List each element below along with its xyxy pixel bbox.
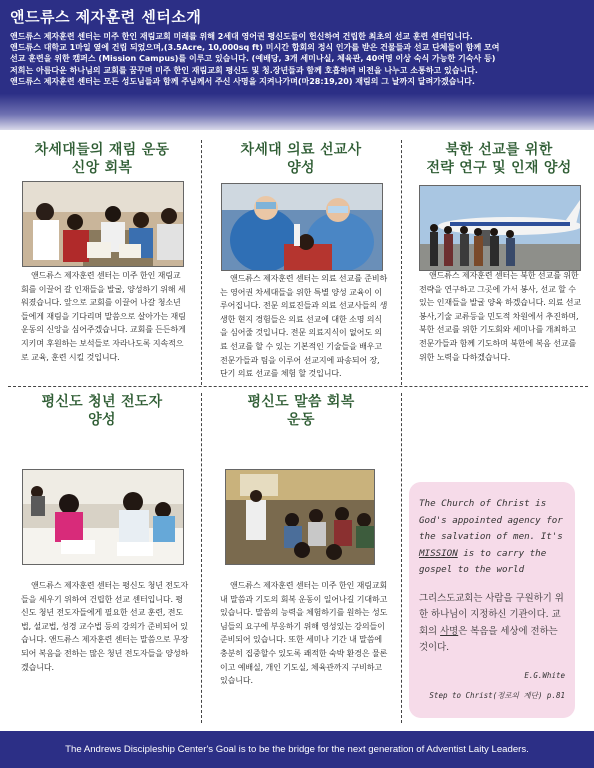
- header-banner: [0, 0, 594, 130]
- panel-next-gen-revival: [8, 141, 196, 381]
- panel-title-line: 평신도 청년 전도자: [41, 394, 163, 410]
- quote-korean-emphasis: 사명: [440, 625, 459, 637]
- quote-source: Step to Christ(정로의 계단) p.81: [429, 690, 565, 700]
- quote-english-emphasis: MISSION: [419, 547, 458, 559]
- intro-line: 앤드류스 대학교 1마일 옆에 건립 되었으며,(3.5Acre, 10,000sq ft) 미시간 합회의 정식 인가를 받은 건물들과 선교 단체들이 함께 모여: [10, 43, 500, 53]
- footer-goal-text: The Andrews Discipleship Center's Goal is to be the bridge for the next generation of Adventist Laity Leaders.: [65, 744, 529, 755]
- seminar-room-photo: [225, 469, 375, 565]
- quote-english-text: The Church of Christ is God's appointed agency for the salvation of men. It's: [419, 498, 563, 542]
- quote-author: E.G.White: [524, 670, 565, 680]
- panel-body: 앤드류스 제자훈련 센터는 평신도 청년 전도자들을 세우기 위하여 건립한 선교 센터입니다. 평신도 청년 전도자들에게 필요한 선교 훈련, 전도법, 설교법, 성경 교수법 등의 강의가 준비되어 있습니다. 앤드류스 제자훈련 센터는 말씀으로 무장되어 복음을 전하는 많은 청년 전도자들을 양성하겠습니다.: [21, 581, 189, 672]
- panel-title-line: 전략 연구 및 인재 양성: [426, 160, 572, 176]
- panel-lay-evangelist: [8, 393, 196, 725]
- panel-medical-missionary: [207, 141, 395, 381]
- youth-study-photo: [22, 181, 184, 267]
- panel-title-line: 평신도 말씀 회복: [247, 394, 355, 410]
- panel-title-line: 차세대 의료 선교사: [240, 142, 362, 158]
- panel-title: [207, 393, 395, 429]
- panel-title-line: 차세대들의 재림 운동: [34, 142, 170, 158]
- panel-title-line: 양성: [88, 412, 116, 428]
- intro-line: 저희는 아름다운 하나님의 교회를 꿈꾸며 미주 한인 재림교회 평신도 및 청.장년들과 함께 호흡하며 비전을 나누고 소통하고 있습니다.: [10, 65, 478, 75]
- panel-title: [8, 393, 196, 429]
- quote-korean-text: 은 복음을 세상에 전하는 것이다.: [419, 625, 558, 653]
- intro-line: 앤드류스 제자훈련 센터는 미주 한인 재림교회 미래를 위해 2세대 영어권 평신도들이 헌신하여 건립한 최초의 선교 훈련 센터입니다.: [10, 32, 473, 41]
- column-divider: [401, 393, 402, 723]
- intro-line: 앤드류스 제자훈련 센터는 모든 성도님들과 함께 주님께서 주신 사명을 지켜나가며(마28:19,20) 재림의 그 날까지 달려가겠습니다.: [10, 76, 475, 86]
- page-title: 앤드류스 제자훈련 센터소개: [10, 8, 202, 26]
- panel-title-line: 양성: [287, 160, 315, 176]
- column-divider: [401, 140, 402, 385]
- quote-english: [419, 496, 565, 579]
- panel-title: [8, 141, 196, 177]
- panel-title: [207, 141, 395, 177]
- panel-north-korea-mission: [407, 141, 591, 381]
- row-divider: [8, 386, 588, 387]
- quote-korean: [419, 591, 565, 657]
- panel-title: [407, 141, 591, 177]
- footer-banner: [0, 731, 594, 768]
- panel-title-line: 북한 선교를 위한: [445, 142, 553, 158]
- intro-line: 선교 훈련을 위한 캠퍼스 (Mission Campus)를 이루고 있습니다. (예배당, 3개 세미나실, 체육관, 40여명 이상 숙식 가능한 기숙사 등): [10, 54, 496, 64]
- intro-text: [10, 31, 584, 87]
- airport-group-photo: [419, 185, 581, 271]
- panel-title-line: 운동: [287, 412, 315, 428]
- medical-mission-photo: [221, 183, 383, 271]
- quote-korean-text: 그리스도교회는 사람을 구원하기 위한 하나님이 지정하신 기관이다. 교회의: [419, 592, 564, 637]
- column-divider: [201, 393, 202, 723]
- panel-body: 앤드류스 제자훈련 센터는 미주 한인 재림교회를 이끌어 갈 인재들을 발굴, 양성하기 위해 세워졌습니다. 앞으로 교회를 이끌어 나갈 청소년들에게 재림을 기다리며 말씀으로 살아가는 재림 운동의 신앙을 심어주겠습니다. 교회를 든든하게 지키며 후원하는 보석들로 자라나도록 지속적으로 교육, 훈련 시킬 것입니다.: [21, 271, 186, 362]
- column-divider: [201, 140, 202, 385]
- panel-word-revival: [207, 393, 395, 725]
- panel-body: 앤드류스 제자훈련 센터는 의료 선교를 준비하는 영어권 차세대들을 위한 특별 양성 교육이 이루어집니다. 전문 의료진들과 의료 선교사들의 생생한 현지 경험들은 의료 선교에 대한 소명 의식을 심어줄 것입니다. 전문 의료지식이 없어도 의료 선교를 할 수 있는 기본적인 기술들을 배우고 전문가들과 팀을 이루어 선교지에 파송되어 장, 단기 의료 선교를 체험 할 것입니다.: [220, 274, 388, 379]
- panel-title-line: 신앙 회복: [71, 160, 133, 176]
- panel-body: 앤드류스 제자훈련 센터는 미주 한인 재림교회 내 말씀과 기도의 회복 운동이 일어나길 기대하고 있습니다. 말씀의 능력을 체험하기를 원하는 성도님들의 요구에 부응하기 위해 영성있는 강의들이 준비되어 있습니다. 또한 세미나 기간 내 말씀에 충분히 집중할수 있도록 쾌적한 숙박 환경은 물론이고 예배실, 개인 기도실, 체육관까지 구비하고 있습니다.: [220, 581, 388, 686]
- quote-english-text: is to carry the gospel to the world: [419, 547, 547, 575]
- bible-study-photo: [22, 469, 184, 565]
- mission-quote-box: [409, 482, 575, 718]
- panel-body: 앤드류스 제자훈련 센터는 북한 선교를 위한 전략을 연구하고 그곳에 가서 봉사, 선교 할 수 있는 인재들을 발굴 양육 하겠습니다. 의료 선교 봉사,기술 교류등을 민도적 차원에서 추진하며, 북한 선교를 위한 기도회와 세미나를 개최하고 전문가들과 함께 기도하며 북한에 복음 선교를 위한 노력을 다하겠습니다.: [419, 271, 582, 362]
